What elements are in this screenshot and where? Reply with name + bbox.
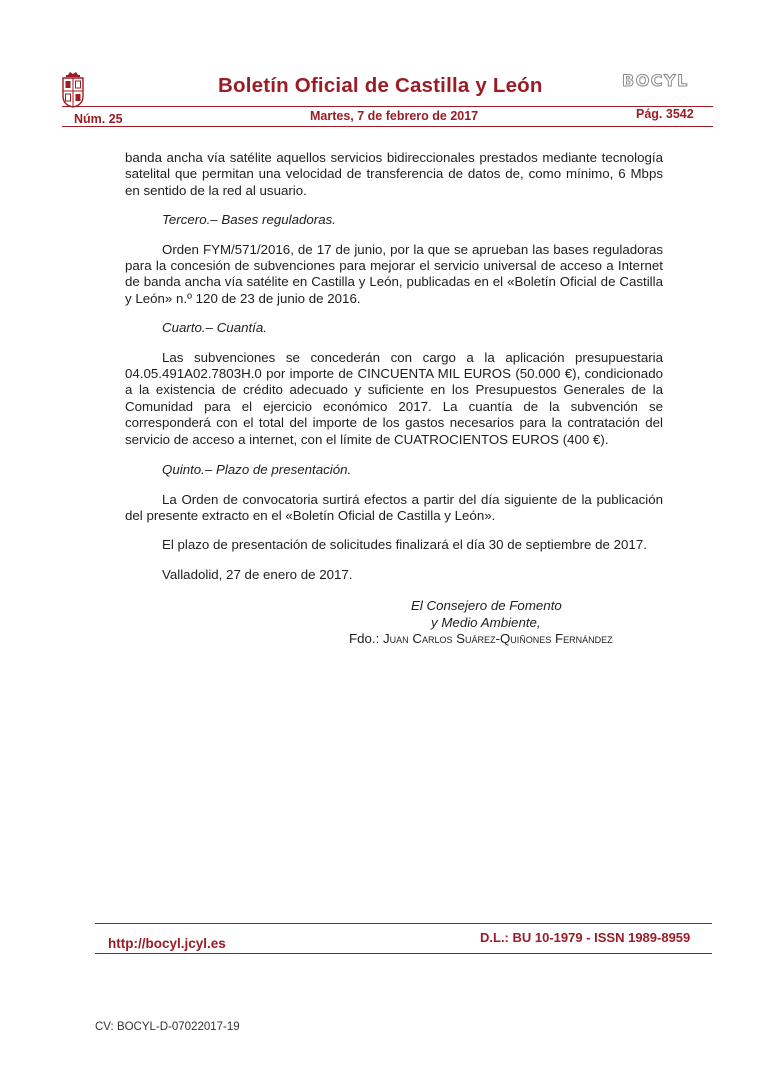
issue-date: Martes, 7 de febrero de 2017 bbox=[310, 109, 479, 123]
document-body bbox=[125, 150, 663, 583]
signature-prefix: Fdo.: bbox=[349, 631, 380, 647]
page-number: Pág. 3542 bbox=[636, 107, 694, 121]
signature-title-line1: El Consejero de Fomento bbox=[411, 598, 562, 613]
section-heading-quinto: Quinto.– Plazo de presentación. bbox=[162, 462, 352, 478]
legal-deposit-issn: D.L.: BU 10-1979 - ISSN 1989-8959 bbox=[480, 930, 691, 945]
section-heading-tercero: Tercero.– Bases reguladoras. bbox=[162, 212, 336, 228]
header-rule-top bbox=[62, 106, 713, 107]
paragraph-continuation: banda ancha vía satélite aquellos servicios bidireccionales prestados mediante tecnología satelital que permitan una velocidad de transferencia de datos de, como mínimo, 6 Mbps en sentido de la red al usuario. bbox=[125, 150, 663, 198]
bocyl-logo: BOCYL bbox=[622, 71, 689, 90]
signature-title-line2: y Medio Ambiente, bbox=[431, 614, 541, 630]
paragraph-quinto-2: El plazo de presentación de solicitudes finalizará el día 30 de septiembre de 2017. bbox=[162, 537, 647, 553]
bocyl-website-link[interactable]: http://bocyl.jcyl.es bbox=[108, 936, 226, 951]
footer-rule-bottom bbox=[95, 953, 712, 954]
footer-rule-top bbox=[95, 923, 712, 924]
section-heading-cuarto: Cuarto.– Cuantía. bbox=[162, 320, 267, 336]
signatory-name: Juan Carlos Suárez-Quiñones Fernández bbox=[383, 631, 613, 647]
coat-of-arms-icon bbox=[62, 72, 84, 108]
verification-code: CV: BOCYL-D-07022017-19 bbox=[95, 1021, 240, 1033]
signature-name-line bbox=[349, 631, 639, 648]
place-and-date: Valladolid, 27 de enero de 2017. bbox=[162, 566, 353, 582]
paragraph-tercero: Orden FYM/571/2016, de 17 de junio, por la que se aprueban las bases reguladoras para la concesión de subvenciones para mejorar el servicio universal de acceso a Internet de banda ancha vía satélite en Castilla y León, publicadas en el «Boletín Oficial de Castilla y León» n.º 120 de 23 de junio de 2016. bbox=[125, 241, 663, 306]
paragraph-cuarto: Las subvenciones se concederán con cargo a la aplicación presupuestaria 04.05.491A02.7803H.0 por importe de CINCUENTA MIL EUROS (50.000 €), condicionado a la existencia de crédito adecuado y suficiente en los Presupuestos Generales de la Comunidad para el ejercicio económico 2017. La cuantía de la subvención se corresponderá con el total del importe de los gastos necesarios para la contratación del servicio de acceso a internet, con el límite de CUATROCIENTOS EUROS (400 €). bbox=[125, 349, 663, 447]
bulletin-title: Boletín Oficial de Castilla y León bbox=[218, 74, 543, 97]
issue-number: Núm. 25 bbox=[74, 112, 123, 126]
signature-block bbox=[349, 598, 639, 648]
header-rule-bottom bbox=[62, 126, 713, 127]
paragraph-quinto-1: La Orden de convocatoria surtirá efectos a partir del día siguiente de la publicación del presente extracto en el «Boletín Oficial de Castilla y León». bbox=[125, 491, 663, 523]
